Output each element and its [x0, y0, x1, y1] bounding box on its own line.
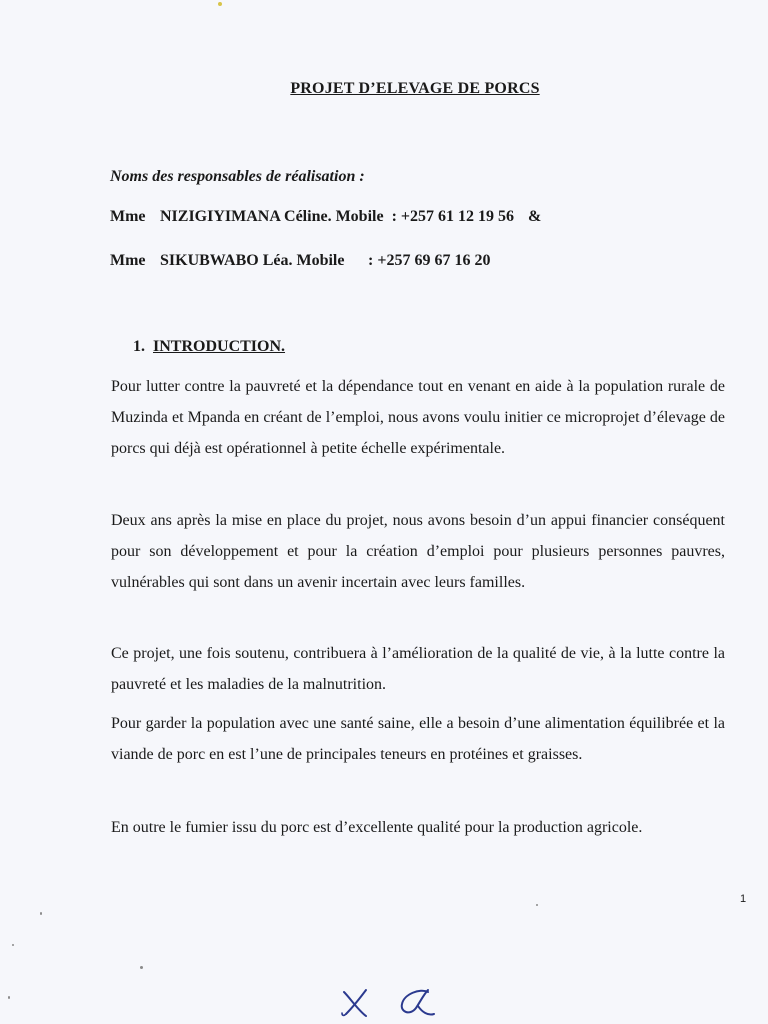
section-heading-introduction: [133, 338, 285, 356]
scan-speck: [8, 996, 10, 999]
scan-speck: [12, 944, 14, 946]
contact-name: SIKUBWABO Léa. Mobile: [160, 252, 345, 269]
contact-phone: +257 61 12 19 56: [400, 208, 515, 225]
paragraph-5: En outre le fumier issu du porc est d’excellente qualité pour la production agricole.: [111, 819, 643, 836]
document-title: PROJET D’ELEVAGE DE PORCS: [290, 80, 540, 97]
paragraph-1: Pour lutter contre la pauvreté et la dépendance tout en venant en aide à la population rurale de Muzinda et Mpanda en créant de l’emploi, nous avons voulu initier ce microprojet d’élevage de porcs qui déjà est opérationnel à petite échelle expérimentale.: [111, 378, 725, 457]
contact-phone: +257 69 67 16 20: [377, 252, 491, 269]
contact-separator: :: [391, 208, 397, 225]
scan-speck: [536, 904, 538, 906]
handwritten-initials-icon: [336, 980, 446, 1020]
responsables-heading: Noms des responsables de réalisation :: [110, 168, 365, 185]
contact-line-1: [110, 208, 541, 226]
contact-separator: :: [368, 252, 374, 269]
section-number: 1.: [133, 338, 145, 355]
scan-speck: [40, 912, 42, 915]
section-label: INTRODUCTION.: [153, 338, 286, 355]
scan-speck: [140, 966, 143, 969]
scan-speck: [218, 2, 222, 6]
contact-prefix: Mme: [110, 208, 146, 225]
page-number: 1: [740, 893, 747, 905]
paragraph-3: Ce projet, une fois soutenu, contribuera à l’amélioration de la qualité de vie, à la lutte contre la pauvreté et les maladies de la malnutrition.: [111, 645, 725, 693]
contact-name: NIZIGIYIMANA Céline. Mobile: [160, 208, 384, 225]
contact-prefix: Mme: [110, 252, 146, 269]
contact-ampersand: &: [528, 208, 542, 225]
paragraph-2: Deux ans après la mise en place du projet, nous avons besoin d’un appui financier conséquent pour son développement et pour la création d’emploi pour plusieurs personnes pauvres, vulnérables qui sont dans un avenir incertain avec leurs familles.: [111, 512, 725, 591]
contact-line-2: [110, 252, 490, 270]
paragraph-4: Pour garder la population avec une santé saine, elle a besoin d’une alimentation équilibrée et la viande de porc en est l’une de principales teneurs en protéines et graisses.: [111, 715, 725, 763]
